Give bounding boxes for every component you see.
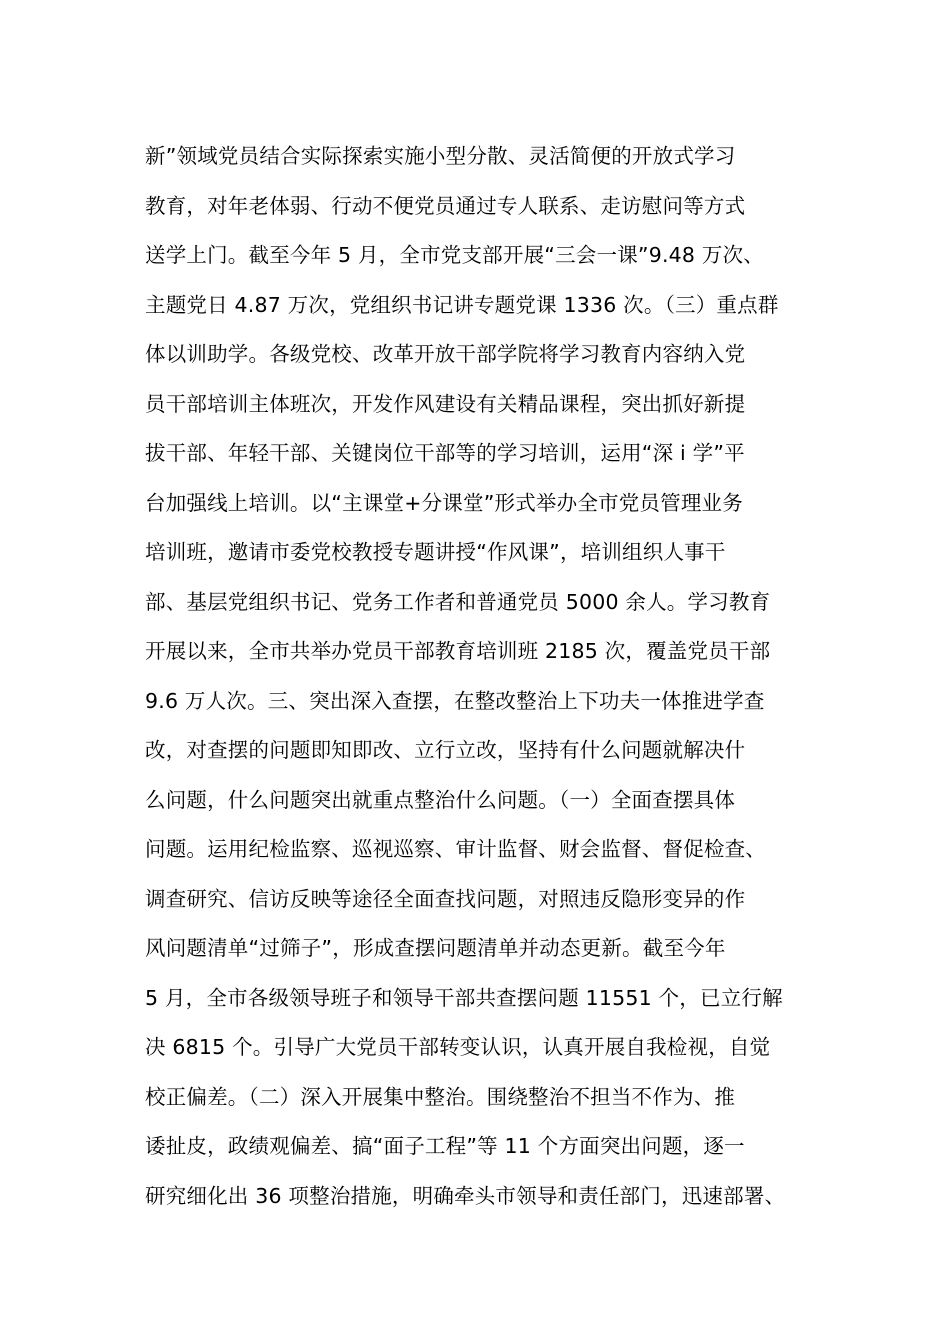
text-line: 部、基层党组织书记、党务工作者和普通党员 5000 余人。学习教育 xyxy=(145,589,771,614)
text-line: 送学上门。截至今年 5 月，全市党支部开展“三会一课”9.48 万次、 xyxy=(145,243,764,267)
text-line: 研究细化出 36 项整治措施，明确牵头市领导和责任部门，迅速部署、 xyxy=(145,1183,786,1208)
text-line: 校正偏差。（二）深入开展集中整治。围绕整治不担当不作为、推 xyxy=(145,1084,736,1109)
text-line: 调查研究、信访反映等途径全面查找问题，对照违反隐形变异的作 xyxy=(145,886,746,911)
text-line: 诿扯皮，政绩观偏差、搞“面子工程”等 11 个方面突出问题，逐一 xyxy=(145,1134,745,1158)
text-line: 体以训助学。各级党校、改革开放干部学院将学习教育内容纳入党 xyxy=(145,342,746,366)
text-line: 教育，对年老体弱、行动不便党员通过专人联系、走访慰问等方式 xyxy=(145,193,746,218)
text-line: 台加强线上培训。以“主课堂+分课堂”形式举办全市党员管理业务 xyxy=(145,490,743,515)
text-line: 问题。运用纪检监察、巡视巡察、审计监督、财会监督、督促检查、 xyxy=(145,837,766,861)
text-line: 风问题清单“过筛子”，形成查摆问题清单并动态更新。截至今年 xyxy=(145,936,726,960)
text-line: 9.6 万人次。三、突出深入查摆，在整改整治上下功夫一体推进学查 xyxy=(145,688,765,713)
text-line: 决 6815 个。引导广大党员干部转变认识，认真开展自我检视，自觉 xyxy=(145,1035,771,1059)
text-line: 开展以来，全市共举办党员干部教育培训班 2185 次，覆盖党员干部 xyxy=(145,639,771,663)
text-line: 么问题，什么问题突出就重点整治什么问题。（一）全面查摆具体 xyxy=(145,787,736,812)
text-line: 拔干部、年轻干部、关键岗位干部等的学习培训，运用“深 i 学”平 xyxy=(145,441,745,465)
body-paragraph xyxy=(145,132,825,1221)
text-line: 员干部培训主体班次，开发作风建设有关精品课程，突出抓好新提 xyxy=(145,391,746,416)
text-line: 新”领域党员结合实际探索实施小型分散、灵活简便的开放式学习 xyxy=(145,144,736,168)
text-line: 培训班，邀请市委党校教授专题讲授“作风课”，培训组织人事干 xyxy=(145,540,726,564)
text-line: 改，对查摆的问题即知即改、立行立改，坚持有什么问题就解决什 xyxy=(145,738,746,762)
text-line: 5 月，全市各级领导班子和领导干部共查摆问题 11551 个，已立行解 xyxy=(145,985,783,1010)
text-line: 主题党日 4.87 万次，党组织书记讲专题党课 1336 次。（三）重点群 xyxy=(145,292,779,317)
